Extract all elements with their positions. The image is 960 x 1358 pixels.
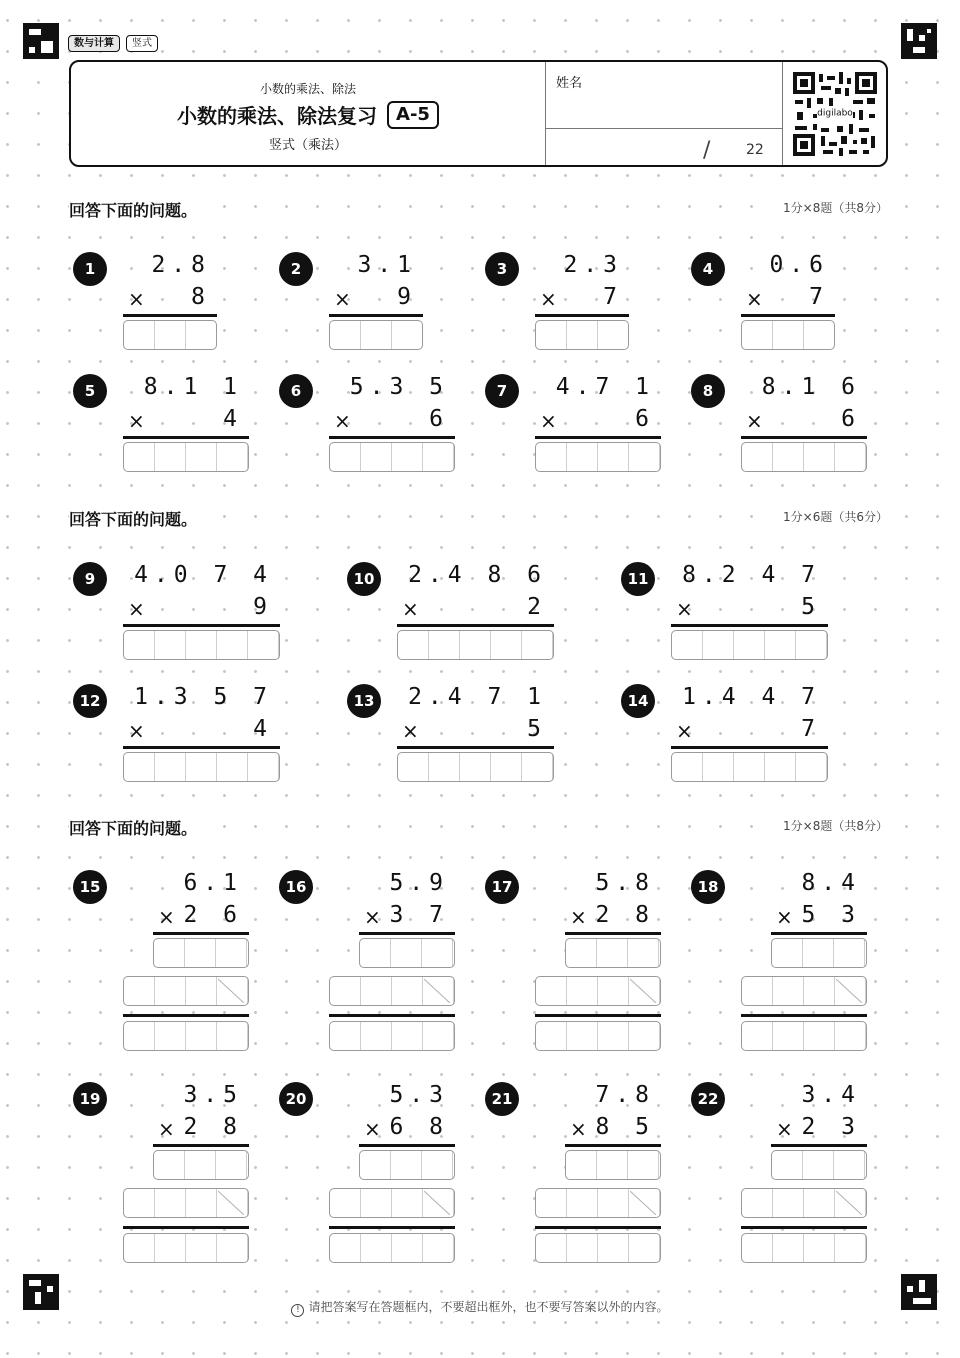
multiplier: 7	[603, 284, 623, 310]
answer-box-1[interactable]	[671, 630, 828, 660]
problem-number-badge: 20	[279, 1082, 313, 1116]
multiplicand: 1.3 5 7	[134, 684, 273, 710]
answer-box-1[interactable]	[671, 752, 828, 782]
score-total: 22	[746, 142, 764, 158]
result-line	[153, 1144, 249, 1147]
multiplier: 2 8	[183, 1114, 243, 1140]
result-line	[671, 624, 828, 627]
answer-box-2[interactable]	[329, 976, 455, 1006]
answer-box-2[interactable]	[535, 976, 661, 1006]
result-line	[359, 932, 455, 935]
worksheet-subtitle: 小数的乘法、除法	[259, 82, 356, 96]
problem-number-badge: 9	[73, 562, 107, 596]
sum-line	[329, 1014, 455, 1017]
result-line	[535, 436, 661, 439]
svg-text:digilabo: digilabo	[817, 108, 853, 119]
multiplier: 5	[527, 716, 547, 742]
multiplicand: 5.3	[389, 1082, 449, 1108]
answer-box-1[interactable]	[535, 442, 661, 472]
multiplier: 4	[253, 716, 273, 742]
result-line	[123, 624, 280, 627]
result-line	[741, 314, 835, 317]
section-2-points: 1分×6题（共6分）	[779, 508, 888, 525]
multiplicand: 3.4	[801, 1082, 861, 1108]
multiplier: 7	[809, 284, 829, 310]
result-line	[123, 436, 249, 439]
name-label: 姓名	[556, 76, 583, 91]
times-sign: ×	[570, 1117, 587, 1141]
times-sign: ×	[570, 905, 587, 929]
section-1-points: 1分×8题（共8分）	[779, 199, 888, 216]
multiplier: 6	[635, 406, 655, 432]
result-line	[123, 314, 217, 317]
multiplicand: 1.4 4 7	[682, 684, 821, 710]
answer-box-1[interactable]	[359, 1150, 455, 1180]
title-block	[71, 62, 545, 165]
answer-box-1[interactable]	[123, 752, 280, 782]
answer-box-3[interactable]	[123, 1021, 249, 1051]
multiplier: 9	[397, 284, 417, 310]
answer-box-2[interactable]	[535, 1188, 661, 1218]
answer-box-1[interactable]	[359, 938, 455, 968]
footer-note	[0, 1298, 960, 1317]
section-3-title: 回答下面的问题。	[69, 816, 201, 839]
worksheet-title: 小数的乘法、除法复习	[177, 104, 378, 128]
answer-box-1[interactable]	[329, 320, 423, 350]
times-sign: ×	[402, 719, 419, 743]
multiplier: 6	[841, 406, 861, 432]
answer-box-3[interactable]	[535, 1021, 661, 1051]
answer-box-1[interactable]	[329, 442, 455, 472]
multiplier: 6	[429, 406, 449, 432]
multiplicand: 5.3 5	[349, 374, 449, 400]
name-divider	[546, 128, 782, 129]
multiplier: 2 8	[595, 902, 655, 928]
multiplicand: 8.1 6	[761, 374, 861, 400]
multiplicand: 4.7 1	[555, 374, 655, 400]
answer-box-2[interactable]	[123, 1188, 249, 1218]
answer-box-3[interactable]	[123, 1233, 249, 1263]
answer-box-1[interactable]	[565, 1150, 661, 1180]
times-sign: ×	[334, 287, 351, 311]
multiplicand: 3.5	[183, 1082, 243, 1108]
result-line	[123, 746, 280, 749]
times-sign: ×	[676, 719, 693, 743]
info-icon: !	[291, 1304, 304, 1317]
multiplicand: 8.4	[801, 870, 861, 896]
worksheet-code: A-5	[387, 101, 439, 129]
times-sign: ×	[364, 1117, 381, 1141]
answer-box-3[interactable]	[535, 1233, 661, 1263]
multiplicand: 5.8	[595, 870, 655, 896]
sum-line	[741, 1226, 867, 1229]
result-line	[153, 932, 249, 935]
result-line	[771, 932, 867, 935]
sum-line	[535, 1226, 661, 1229]
answer-box-1[interactable]	[123, 442, 249, 472]
answer-box-2[interactable]	[123, 976, 249, 1006]
problem-number-badge: 6	[279, 374, 313, 408]
problem-number-badge: 5	[73, 374, 107, 408]
answer-box-1[interactable]	[741, 320, 835, 350]
problem-number-badge: 3	[485, 252, 519, 286]
tag-type: 竖式	[126, 35, 158, 52]
answer-box-2[interactable]	[741, 976, 867, 1006]
times-sign: ×	[158, 1117, 175, 1141]
corner-marker-top-right	[901, 23, 937, 59]
multiplier: 5 3	[801, 902, 861, 928]
times-sign: ×	[158, 905, 175, 929]
multiplicand: 2.8	[151, 252, 211, 278]
times-sign: ×	[746, 287, 763, 311]
topic-tags	[68, 35, 158, 52]
answer-box-2[interactable]	[329, 1188, 455, 1218]
times-sign: ×	[364, 905, 381, 929]
problem-number-badge: 8	[691, 374, 725, 408]
sum-line	[329, 1226, 455, 1229]
answer-box-1[interactable]	[153, 1150, 249, 1180]
multiplier: 2 6	[183, 902, 243, 928]
multiplicand: 2.3	[563, 252, 623, 278]
times-sign: ×	[540, 409, 557, 433]
multiplier: 9	[253, 594, 273, 620]
multiplicand: 5.9	[389, 870, 449, 896]
result-line	[565, 932, 661, 935]
times-sign: ×	[128, 287, 145, 311]
answer-box-3[interactable]	[329, 1233, 455, 1263]
multiplicand: 7.8	[595, 1082, 655, 1108]
sum-line	[123, 1226, 249, 1229]
problem-number-badge: 12	[73, 684, 107, 718]
answer-box-1[interactable]	[771, 1150, 867, 1180]
answer-box-3[interactable]	[741, 1233, 867, 1263]
times-sign: ×	[402, 597, 419, 621]
result-line	[741, 436, 867, 439]
times-sign: ×	[776, 1117, 793, 1141]
answer-box-1[interactable]	[771, 938, 867, 968]
answer-box-1[interactable]	[741, 442, 867, 472]
multiplicand: 8.1 1	[143, 374, 243, 400]
multiplier: 8	[191, 284, 211, 310]
problem-number-badge: 13	[347, 684, 381, 718]
multiplicand: 8.2 4 7	[682, 562, 821, 588]
problem-number-badge: 14	[621, 684, 655, 718]
times-sign: ×	[746, 409, 763, 433]
problem-number-badge: 15	[73, 870, 107, 904]
sum-line	[535, 1014, 661, 1017]
multiplicand: 4.0 7 4	[134, 562, 273, 588]
problem-number-badge: 7	[485, 374, 519, 408]
times-sign: ×	[540, 287, 557, 311]
result-line	[535, 314, 629, 317]
answer-box-1[interactable]	[123, 630, 280, 660]
sum-line	[123, 1014, 249, 1017]
name-score-block	[545, 62, 783, 165]
problem-number-badge: 11	[621, 562, 655, 596]
result-line	[397, 624, 554, 627]
answer-box-1[interactable]	[153, 938, 249, 968]
multiplicand: 0.6	[769, 252, 829, 278]
score-slash: /	[703, 138, 711, 163]
result-line	[329, 314, 423, 317]
result-line	[565, 1144, 661, 1147]
problem-number-badge: 21	[485, 1082, 519, 1116]
problem-number-badge: 18	[691, 870, 725, 904]
result-line	[397, 746, 554, 749]
times-sign: ×	[776, 905, 793, 929]
problem-number-badge: 4	[691, 252, 725, 286]
answer-box-1[interactable]	[123, 320, 217, 350]
answer-box-1[interactable]	[397, 630, 554, 660]
multiplier: 8 5	[595, 1114, 655, 1140]
answer-box-3[interactable]	[741, 1021, 867, 1051]
result-line	[359, 1144, 455, 1147]
multiplier: 2	[527, 594, 547, 620]
problem-number-badge: 1	[73, 252, 107, 286]
result-line	[671, 746, 828, 749]
multiplicand: 2.4 8 6	[408, 562, 547, 588]
answer-box-1[interactable]	[397, 752, 554, 782]
multiplicand: 6.1	[183, 870, 243, 896]
multiplier: 3 7	[389, 902, 449, 928]
times-sign: ×	[334, 409, 351, 433]
times-sign: ×	[128, 409, 145, 433]
sum-line	[741, 1014, 867, 1017]
problem-number-badge: 19	[73, 1082, 107, 1116]
answer-box-1[interactable]	[535, 320, 629, 350]
multiplier: 7	[801, 716, 821, 742]
multiplier: 4	[223, 406, 243, 432]
section-2-title: 回答下面的问题。	[69, 507, 201, 530]
problem-number-badge: 10	[347, 562, 381, 596]
problem-number-badge: 22	[691, 1082, 725, 1116]
worksheet-header	[69, 60, 888, 167]
answer-box-2[interactable]	[741, 1188, 867, 1218]
worksheet-type: 竖式（乘法）	[268, 138, 347, 153]
multiplicand: 2.4 7 1	[408, 684, 547, 710]
answer-box-1[interactable]	[565, 938, 661, 968]
multiplier: 2 3	[801, 1114, 861, 1140]
result-line	[771, 1144, 867, 1147]
footer-text: 请把答案写在答题框内，不要超出框外，也不要写答案以外的内容。	[308, 1300, 669, 1314]
problem-number-badge: 2	[279, 252, 313, 286]
answer-box-3[interactable]	[329, 1021, 455, 1051]
tag-topic: 数与计算	[68, 35, 120, 52]
multiplicand: 3.1	[357, 252, 417, 278]
section-3-points: 1分×8题（共8分）	[779, 817, 888, 834]
corner-marker-top-left	[23, 23, 59, 59]
worksheet-title-row	[71, 100, 545, 129]
problem-number-badge: 17	[485, 870, 519, 904]
multiplier: 5	[801, 594, 821, 620]
result-line	[329, 436, 455, 439]
qr-code-icon	[793, 72, 877, 156]
section-1-title: 回答下面的问题。	[69, 198, 201, 221]
times-sign: ×	[676, 597, 693, 621]
multiplier: 6 8	[389, 1114, 449, 1140]
times-sign: ×	[128, 597, 145, 621]
problem-number-badge: 16	[279, 870, 313, 904]
times-sign: ×	[128, 719, 145, 743]
